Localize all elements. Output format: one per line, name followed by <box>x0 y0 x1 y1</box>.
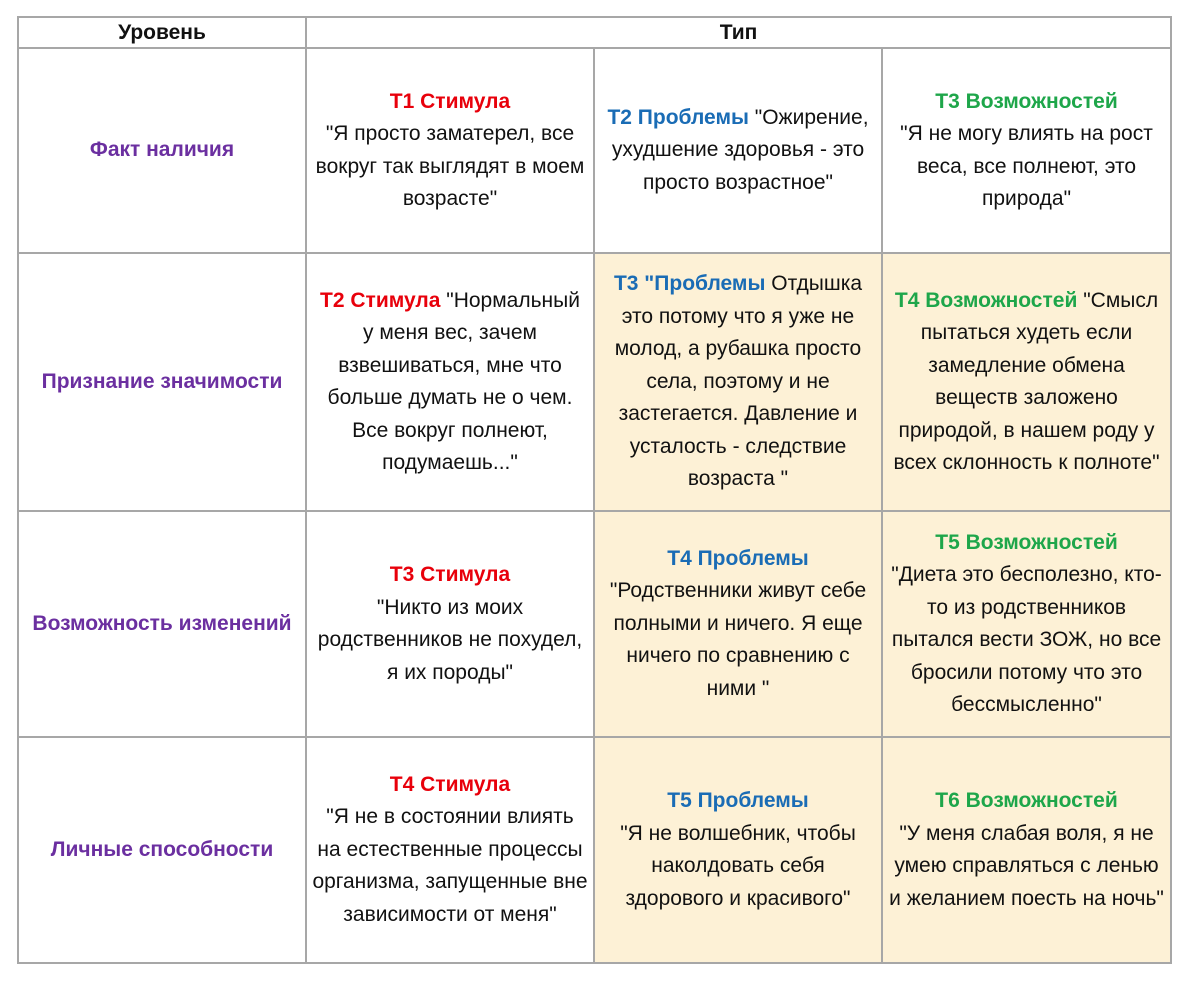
cell-stimul <box>306 737 594 963</box>
cell-opportunity <box>882 737 1171 963</box>
levels-types-table <box>17 16 1172 964</box>
cell-text: Отдышка это потому что я уже не молод, а рубашка просто села, поэтому и не застегается. Давление и усталость - следствие возраста " <box>614 272 863 491</box>
cell-text: "Никто из моих родственников не похудел, я их породы" <box>317 595 583 684</box>
type-tag: Т4 Возможностей <box>894 288 1078 312</box>
cell-text: "Родственники живут себе полными и ничего. Я еще ничего по сравнению с ними " <box>609 579 867 700</box>
type-tag: Т4 Стимула <box>389 772 511 796</box>
type-tag: Т1 Стимула <box>389 89 511 113</box>
type-tag: Т2 Стимула <box>320 288 441 312</box>
type-tag: Т3 "Проблемы <box>613 272 766 296</box>
header-type: Тип <box>306 17 1171 48</box>
table-row <box>18 511 1171 737</box>
cell-text: "Смысл пытаться худеть если замедление обмена веществ заложено природой, в нашем роду у всех склонность к полноте" <box>893 288 1160 474</box>
level-label: Признание значимости <box>18 253 306 511</box>
type-tag: Т3 Стимула <box>389 563 511 586</box>
table-row <box>18 48 1171 253</box>
cell-text: "Ожирение, ухудшение здоровья - это просто возрастное" <box>611 105 869 194</box>
cell-problem <box>594 737 882 963</box>
cell-problem <box>594 511 882 737</box>
header-row <box>18 17 1171 48</box>
type-tag: Т2 Проблемы <box>607 105 749 129</box>
type-tag: Т5 Проблемы <box>667 789 809 812</box>
type-tag: Т3 Возможностей <box>935 89 1118 113</box>
type-tag: Т6 Возможностей <box>935 789 1118 812</box>
cell-text: "Нормальный у меня вес, зачем взвешиваться, мне что больше думать не о чем. Все вокруг полнеют, подумаешь..." <box>327 288 580 474</box>
level-label: Личные способности <box>18 737 306 963</box>
cell-opportunity <box>882 48 1171 253</box>
table-row <box>18 737 1171 963</box>
cell-text: "У меня слабая воля, я не умею справляться с ленью и желанием поесть на ночь" <box>889 821 1164 910</box>
cell-stimul <box>306 253 594 511</box>
level-label: Факт наличия <box>18 48 306 253</box>
type-tag: Т5 Возможностей <box>935 530 1118 554</box>
type-tag: Т4 Проблемы <box>667 546 809 570</box>
cell-problem <box>594 48 882 253</box>
cell-text: "Я не волшебник, чтобы наколдовать себя здорового и красивого" <box>620 821 856 910</box>
cell-opportunity <box>882 253 1171 511</box>
cell-opportunity <box>882 511 1171 737</box>
cell-stimul <box>306 511 594 737</box>
cell-text: "Я не в состоянии влиять на естественные процессы организма, запущенные вне зависимости от меня" <box>312 805 588 926</box>
cell-stimul <box>306 48 594 253</box>
level-label: Возможность изменений <box>18 511 306 737</box>
cell-text: "Диета это бесполезно, кто-то из родственников пытался вести ЗОЖ, но все бросили потому что это бессмысленно" <box>891 563 1162 716</box>
table-row <box>18 253 1171 511</box>
cell-text: "Я просто заматерел, все вокруг так выглядят в моем возрасте" <box>315 122 585 210</box>
header-level: Уровень <box>18 17 306 48</box>
cell-problem <box>594 253 882 511</box>
cell-text: "Я не могу влиять на рост веса, все полнеют, это природа" <box>900 122 1153 210</box>
